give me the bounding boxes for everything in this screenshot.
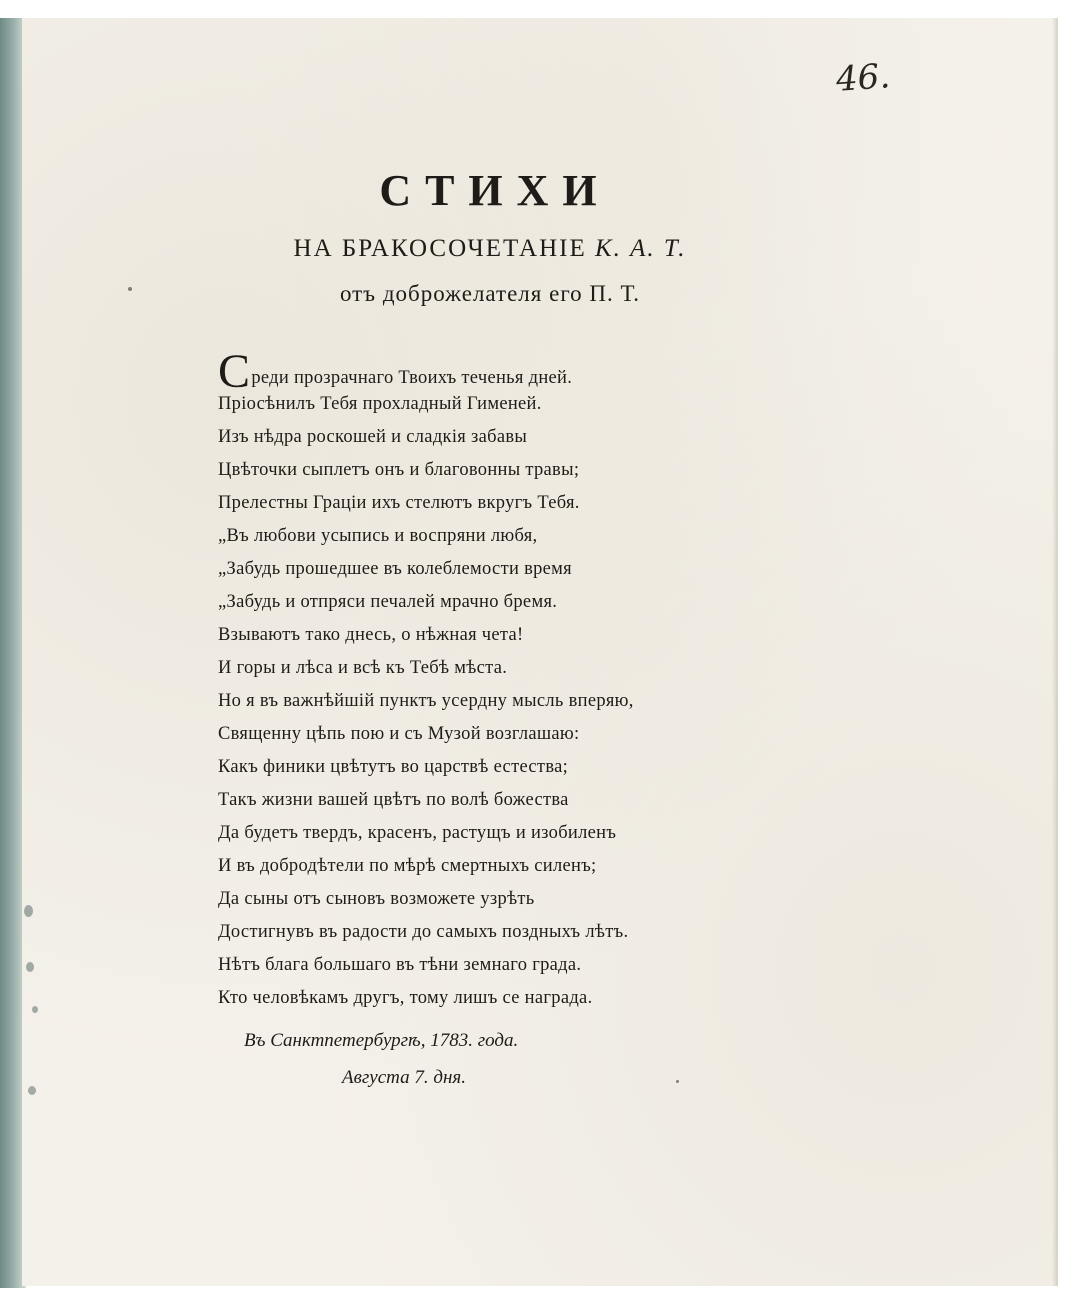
- paper-speck: [32, 1006, 38, 1013]
- page-edge-shadow: [1052, 18, 1058, 1286]
- poem-line: Кто человѣкамъ другъ, тому лишъ се награда.: [218, 988, 593, 1008]
- imprint-date: Августа 7. дня.: [342, 1067, 466, 1088]
- paper-speck: [128, 287, 132, 291]
- paper-speck: [24, 905, 33, 917]
- subtitle-dedication: [230, 235, 750, 263]
- poem-line: Достигнувъ въ радости до самыхъ поздныхъ лѣтъ.: [218, 922, 629, 942]
- poem-line: Да будетъ твердъ, красенъ, растущъ и изобиленъ: [218, 823, 617, 843]
- poem-line: Взываютъ тако днесь, о нѣжная чета!: [218, 625, 524, 645]
- poem-title: СТИХИ: [379, 166, 611, 215]
- handwritten-page-number: 46.: [834, 56, 892, 100]
- poem-line: Священну цѣпь пою и съ Музой возглашаю:: [218, 724, 580, 744]
- poem-first-line-text: реди прозрачнаго Твоихъ теченья дней.: [251, 368, 573, 388]
- poem-line: Такъ жизни вашей цвѣтъ по волѣ божества: [218, 790, 569, 810]
- poem-line: Пріосѣнилъ Тебя прохладный Гименей.: [218, 394, 542, 414]
- poem-line: И въ добродѣтели по мѣрѣ смертныхъ силенъ;: [218, 856, 597, 876]
- subtitle-initials: К. А. Т.: [595, 235, 687, 262]
- paper-speck: [28, 1086, 36, 1095]
- subtitle-prefix: НА БРАКОСОЧЕТАНІЕ: [293, 235, 587, 262]
- paper-speck: [676, 1080, 679, 1083]
- poem-line: „Забудь и отпряси печалей мрачно бремя.: [218, 592, 558, 612]
- poem-line: И горы и лѣса и всѣ къ Тебѣ мѣста.: [218, 658, 508, 678]
- paper-speck: [26, 962, 34, 972]
- subtitle-author: отъ доброжелателя его П. Т.: [339, 281, 641, 306]
- poem-line: Прелестны Граціи ихъ стелютъ вкругъ Тебя.: [218, 493, 580, 513]
- poem-line: „Въ любови усыпись и воспряни любя,: [218, 526, 538, 546]
- poem-line: „Забудь прошедшее въ колеблемости время: [218, 559, 572, 579]
- poem-body: [218, 345, 818, 1015]
- poem-line: Но я въ важнѣйшій пунктъ усердну мысль вперяю,: [218, 691, 634, 711]
- poem-line: [218, 345, 818, 398]
- poem-line: Да сыны отъ сыновъ возможете узрѣть: [218, 889, 535, 909]
- drop-cap-letter: С: [218, 345, 251, 398]
- poem-line: Изъ нѣдра роскошей и сладкія забавы: [218, 427, 528, 447]
- poem-line: Цвѣточки сыплетъ онъ и благовонны травы;: [218, 460, 580, 480]
- poem-line: Нѣтъ блага большаго въ тѣни земнаго града.: [218, 955, 582, 975]
- imprint-place-year: Въ Санктпетербургѣ, 1783. года.: [244, 1030, 519, 1051]
- poem-line: Какъ финики цвѣтутъ во царствѣ естества;: [218, 757, 569, 777]
